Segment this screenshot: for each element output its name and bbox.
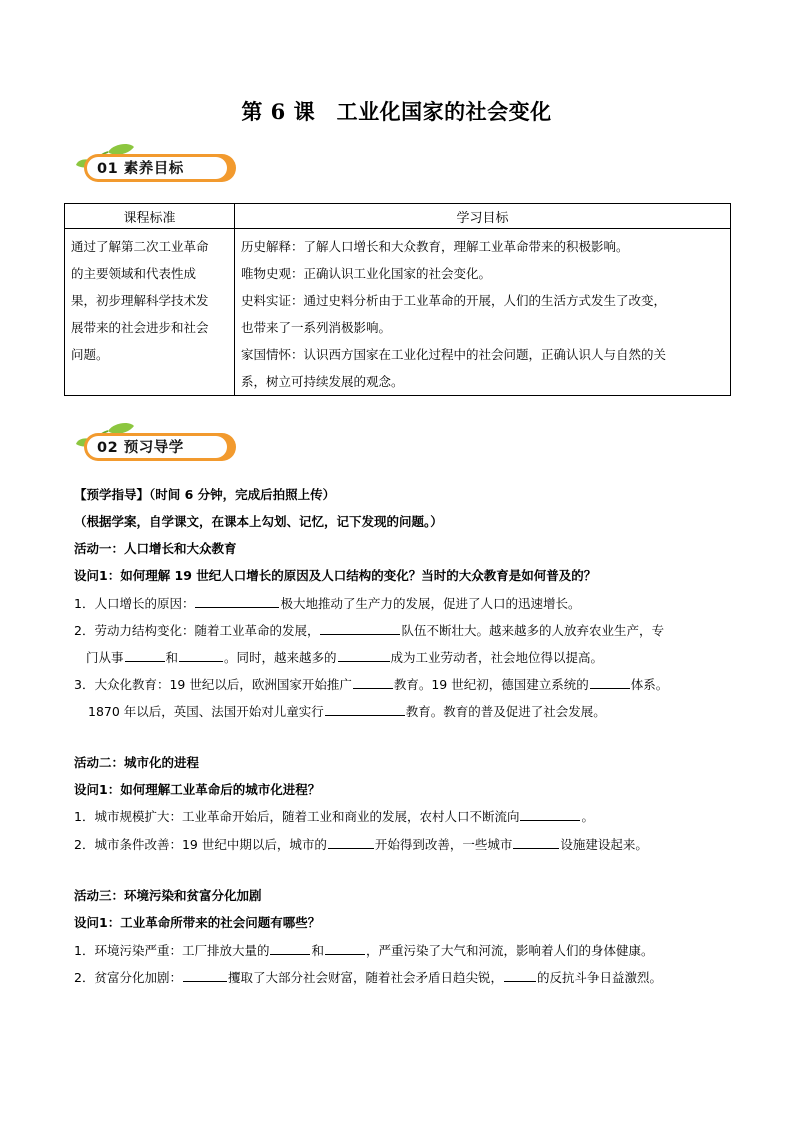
section-badge-preview: [70, 422, 245, 472]
fill-blank[interactable]: [325, 703, 405, 716]
goal-line: 历史解释：了解人口增长和大众教育，理解工业革命带来的积极影响。: [241, 239, 629, 254]
section-badge-label: 01 素养目标: [97, 161, 184, 177]
table-row: [65, 229, 731, 396]
activity3-title: 活动三：环境污染和贫富分化加剧: [74, 888, 262, 903]
fill-blank[interactable]: [328, 836, 374, 849]
activity3-item2: 2．贫富分化加剧： 攫取了大部分社会财富，随着社会矛盾日趋尖锐， 的反抗斗争日益激烈。: [74, 970, 662, 985]
activity3-question: 设问1：工业革命所带来的社会问题有哪些？: [74, 915, 321, 930]
activity1-item3-cont: 1870 年以后，英国、法国开始对儿童实行 教育。教育的普及促进了社会发展。: [88, 704, 606, 719]
fill-blank[interactable]: [195, 595, 279, 608]
fill-blank[interactable]: [125, 649, 165, 662]
fill-blank[interactable]: [590, 676, 630, 689]
goal-line: 系，树立可持续发展的观念。: [241, 374, 404, 389]
activity3-item1: 1．环境污染严重：工厂排放大量的 和 ，严重污染了大气和河流，影响着人们的身体健康。: [74, 943, 654, 958]
fill-blank[interactable]: [183, 969, 227, 982]
table-header-goals: 学习目标: [235, 204, 731, 229]
table-cell-standard: [65, 229, 235, 396]
fill-blank[interactable]: [504, 969, 536, 982]
standard-line: 问题。: [71, 347, 109, 362]
section-badge-label: 02 预习导学: [97, 440, 184, 456]
section-badge-objectives: [70, 143, 245, 193]
table-header-row: [65, 204, 731, 229]
guide-note: （根据学案，自学课文，在课本上勾划、记忆，记下发现的问题。）: [74, 514, 443, 529]
page-title: 第 6 课 工业化国家的社会变化: [241, 99, 552, 124]
activity1-item3: 3．大众化教育：19 世纪以后，欧洲国家开始推广 教育。19 世纪初，德国建立系统的 体系。: [74, 677, 669, 692]
fill-blank[interactable]: [320, 622, 400, 635]
standard-line: 果，初步理解科学技术发: [71, 293, 209, 308]
fill-blank[interactable]: [325, 942, 365, 955]
activity1-question: 设问1：如何理解 19 世纪人口增长的原因及人口结构的变化？当时的大众教育是如何普及的？: [74, 568, 597, 583]
standard-line: 通过了解第二次工业革命: [71, 239, 209, 254]
fill-blank[interactable]: [520, 808, 580, 821]
activity1-title: 活动一：人口增长和大众教育: [74, 541, 237, 556]
fill-blank[interactable]: [338, 649, 390, 662]
guide-heading: 【预学指导】（时间 6 分钟，完成后拍照上传）: [74, 487, 336, 502]
table-cell-goals: [235, 229, 731, 396]
activity1-item1: 1．人口增长的原因： 极大地推动了生产力的发展，促进了人口的迅速增长。: [74, 596, 581, 611]
activity2-item2: 2．城市条件改善：19 世纪中期以后，城市的 开始得到改善，一些城市 设施建设起来。: [74, 837, 648, 852]
fill-blank[interactable]: [353, 676, 393, 689]
goal-line: 史料实证：通过史料分析由于工业革命的开展，人们的生活方式发生了改变，: [241, 293, 667, 308]
objectives-table: [64, 203, 731, 396]
goal-line: 唯物史观：正确认识工业化国家的社会变化。: [241, 266, 492, 281]
standard-line: 的主要领域和代表性成: [71, 266, 197, 281]
table-header-standard: 课程标准: [65, 204, 235, 229]
activity1-item2-cont: 门从事 和 。同时，越来越多的 成为工业劳动者，社会地位得以提高。: [86, 650, 604, 665]
activity1-item2: 2．劳动力结构变化：随着工业革命的发展， 队伍不断壮大。越来越多的人放弃农业生产，专: [74, 623, 664, 638]
activity2-item1: 1．城市规模扩大：工业革命开始后，随着工业和商业的发展，农村人口不断流向 。: [74, 809, 594, 824]
goal-line: 家国情怀：认识西方国家在工业化过程中的社会问题，正确认识人与自然的关: [241, 347, 667, 362]
activity2-question: 设问1：如何理解工业革命后的城市化进程？: [74, 782, 321, 797]
fill-blank[interactable]: [270, 942, 310, 955]
fill-blank[interactable]: [179, 649, 223, 662]
standard-line: 展带来的社会进步和社会: [71, 320, 209, 335]
fill-blank[interactable]: [513, 836, 559, 849]
goal-line: 也带来了一系列消极影响。: [241, 320, 392, 335]
activity2-title: 活动二：城市化的进程: [74, 755, 200, 770]
